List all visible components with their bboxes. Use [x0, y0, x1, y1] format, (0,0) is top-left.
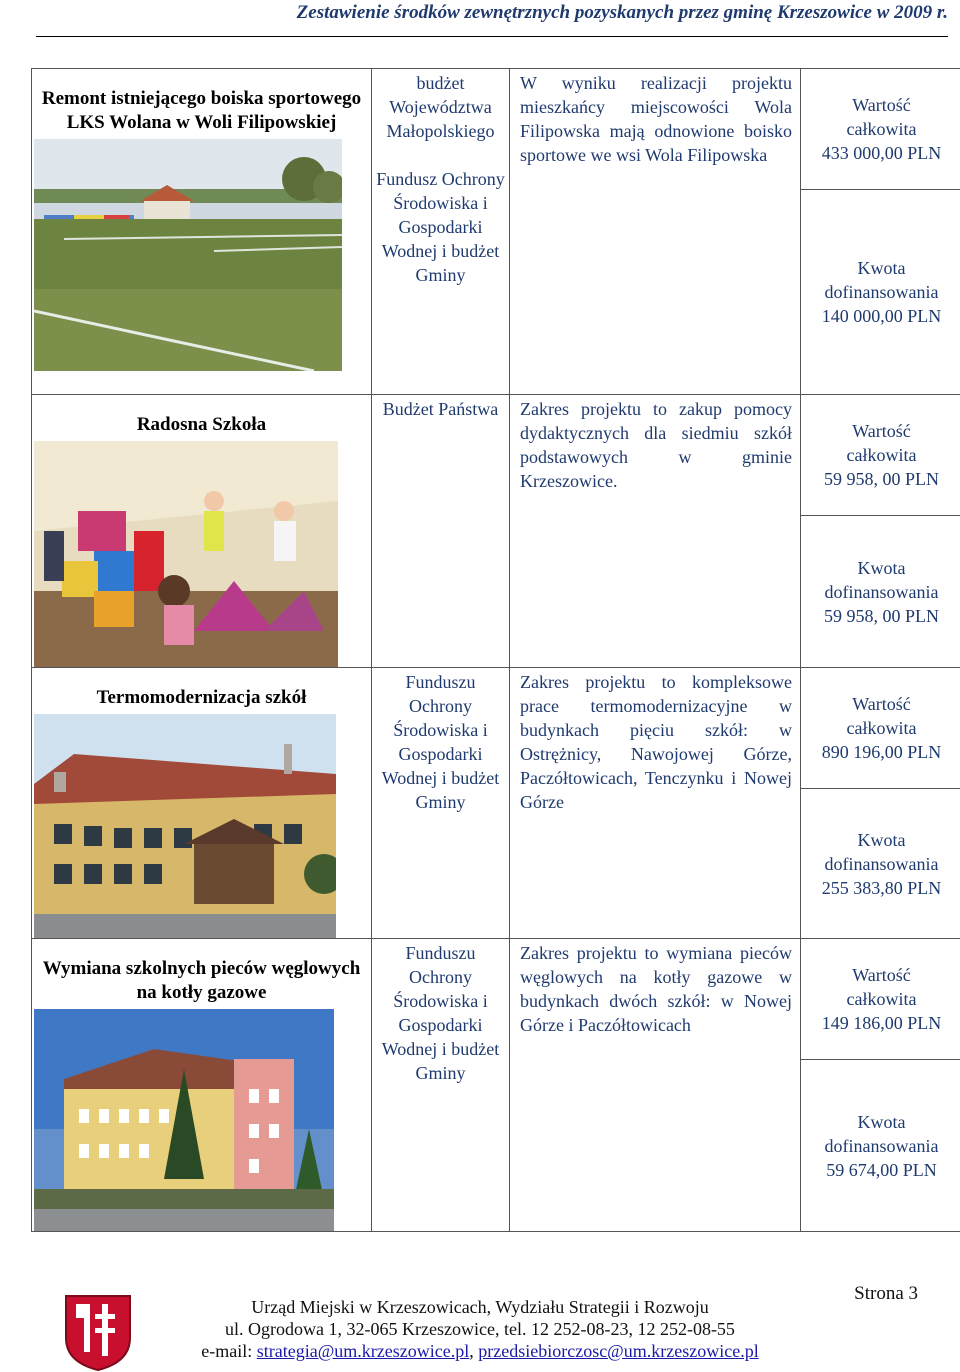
cofinancing-box	[801, 516, 960, 667]
total-value-amount: 59 958, 00 PLN	[823, 469, 939, 489]
total-value-box	[801, 69, 960, 190]
projects-table	[31, 68, 960, 1232]
total-value-box	[801, 939, 960, 1060]
description-cell	[510, 668, 801, 939]
email-link-strategia[interactable]: strategia@um.krzeszowice.pl	[256, 1341, 470, 1361]
project-description: W wyniku realizacji projektu mieszkańcy miejscowości Wola Filipowska mają odnowione boisko sportowe we wsi Wola Filipowska	[520, 73, 792, 165]
school-building-photo-2	[34, 1009, 334, 1231]
footer-address	[140, 1296, 820, 1362]
table-row	[32, 668, 960, 939]
project-cell	[32, 395, 372, 668]
total-value-label: Wartość całkowita	[846, 95, 917, 139]
table-row	[32, 69, 960, 395]
description-cell	[510, 939, 801, 1232]
project-title: Radosna Szkoła	[136, 414, 267, 435]
values-cell	[801, 395, 960, 668]
total-value-box	[801, 668, 960, 789]
project-cell	[32, 668, 372, 939]
total-value-amount: 149 186,00 PLN	[821, 1013, 942, 1033]
total-value-label: Wartość całkowita	[846, 694, 917, 738]
values-cell	[801, 69, 960, 395]
project-title: Remont istniejącego boiska sportowego LKS Wolana w Woli Filipowskiej	[41, 88, 362, 133]
funding-source-1: budżet Województwa Małopolskiego	[386, 73, 495, 141]
footer-street: ul. Ogrodowa 1, 32-065 Krzeszowice, tel. 12 252-08-23, 12 252-08-55	[225, 1319, 735, 1339]
school-building-photo	[34, 714, 336, 938]
project-description: Zakres projektu to zakup pomocy dydaktycznych dla siedmiu szkół podstawowych w gminie Krzeszowice.	[520, 399, 792, 491]
page-header	[36, 0, 948, 37]
funding-source-2: Fundusz Ochrony Środowiska i Gospodarki Wodnej i budżet Gminy	[376, 169, 505, 285]
cofinancing-amount: 140 000,00 PLN	[821, 306, 942, 326]
cofinancing-label: Kwota dofinansowania	[824, 1111, 939, 1156]
table-row	[32, 939, 960, 1232]
footer-office: Urząd Miejski w Krzeszowicach, Wydziału Strategii i Rozwoju	[251, 1297, 709, 1317]
project-description: Zakres projektu to wymiana pieców węglowych na kotły gazowe w budynkach dwóch szkół: w Nowej Górze i Paczółtowicach	[520, 943, 792, 1035]
email-prefix: e-mail:	[201, 1341, 257, 1361]
funding-source: Budżet Państwa	[382, 399, 499, 419]
total-value-label: Wartość całkowita	[846, 421, 917, 465]
total-value-amount: 433 000,00 PLN	[821, 143, 942, 163]
cofinancing-label: Kwota dofinansowania	[824, 258, 939, 302]
sports-field-photo	[34, 139, 342, 371]
funding-source-cell	[372, 668, 510, 939]
table-row	[32, 395, 960, 668]
cofinancing-box	[801, 789, 960, 938]
document-title: Zestawienie środków zewnętrznych pozyskanych przez gminę Krzeszowice w 2009 r.	[296, 2, 948, 23]
description-cell	[510, 395, 801, 668]
project-description: Zakres projektu to kompleksowe prace termomodernizacyjne w budynkach pięciu szkół: w Ostrężnicy, Nawojowej Górze, Paczółtowicach, Tenczynku i Nowej Górze	[520, 672, 792, 812]
funding-source: Funduszu Ochrony Środowiska i Gospodarki Wodnej i budżet Gminy	[381, 943, 500, 1083]
classroom-photo	[34, 441, 338, 667]
cofinancing-label: Kwota dofinansowania	[824, 557, 939, 602]
footer-emails	[140, 1340, 820, 1362]
total-value-box	[801, 395, 960, 516]
funding-source-cell	[372, 69, 510, 395]
krzeszowice-coat-of-arms-icon	[64, 1294, 132, 1372]
cofinancing-amount: 59 958, 00 PLN	[823, 605, 939, 626]
cofinancing-box	[801, 190, 960, 394]
email-link-przedsiebiorczosc[interactable]: przedsiebiorczosc@um.krzeszowice.pl	[478, 1341, 759, 1361]
project-cell	[32, 69, 372, 395]
project-cell	[32, 939, 372, 1232]
funding-source-cell	[372, 939, 510, 1232]
funding-source-cell	[372, 395, 510, 668]
description-cell	[510, 69, 801, 395]
total-value-amount: 890 196,00 PLN	[821, 742, 942, 762]
email-separator: ,	[469, 1341, 479, 1361]
cofinancing-label: Kwota dofinansowania	[824, 829, 939, 874]
page-number: Strona 3	[854, 1283, 918, 1304]
total-value-label: Wartość całkowita	[846, 965, 917, 1009]
cofinancing-box	[801, 1060, 960, 1231]
cofinancing-amount: 59 674,00 PLN	[826, 1159, 937, 1180]
values-cell	[801, 939, 960, 1232]
cofinancing-amount: 255 383,80 PLN	[821, 877, 942, 898]
values-cell	[801, 668, 960, 939]
funding-source: Funduszu Ochrony Środowiska i Gospodarki Wodnej i budżet Gminy	[381, 672, 500, 812]
project-title: Wymiana szkolnych pieców węglowych na kotły gazowe	[42, 958, 361, 1003]
funding-source	[372, 69, 509, 287]
project-title: Termomodernizacja szkół	[96, 687, 307, 708]
